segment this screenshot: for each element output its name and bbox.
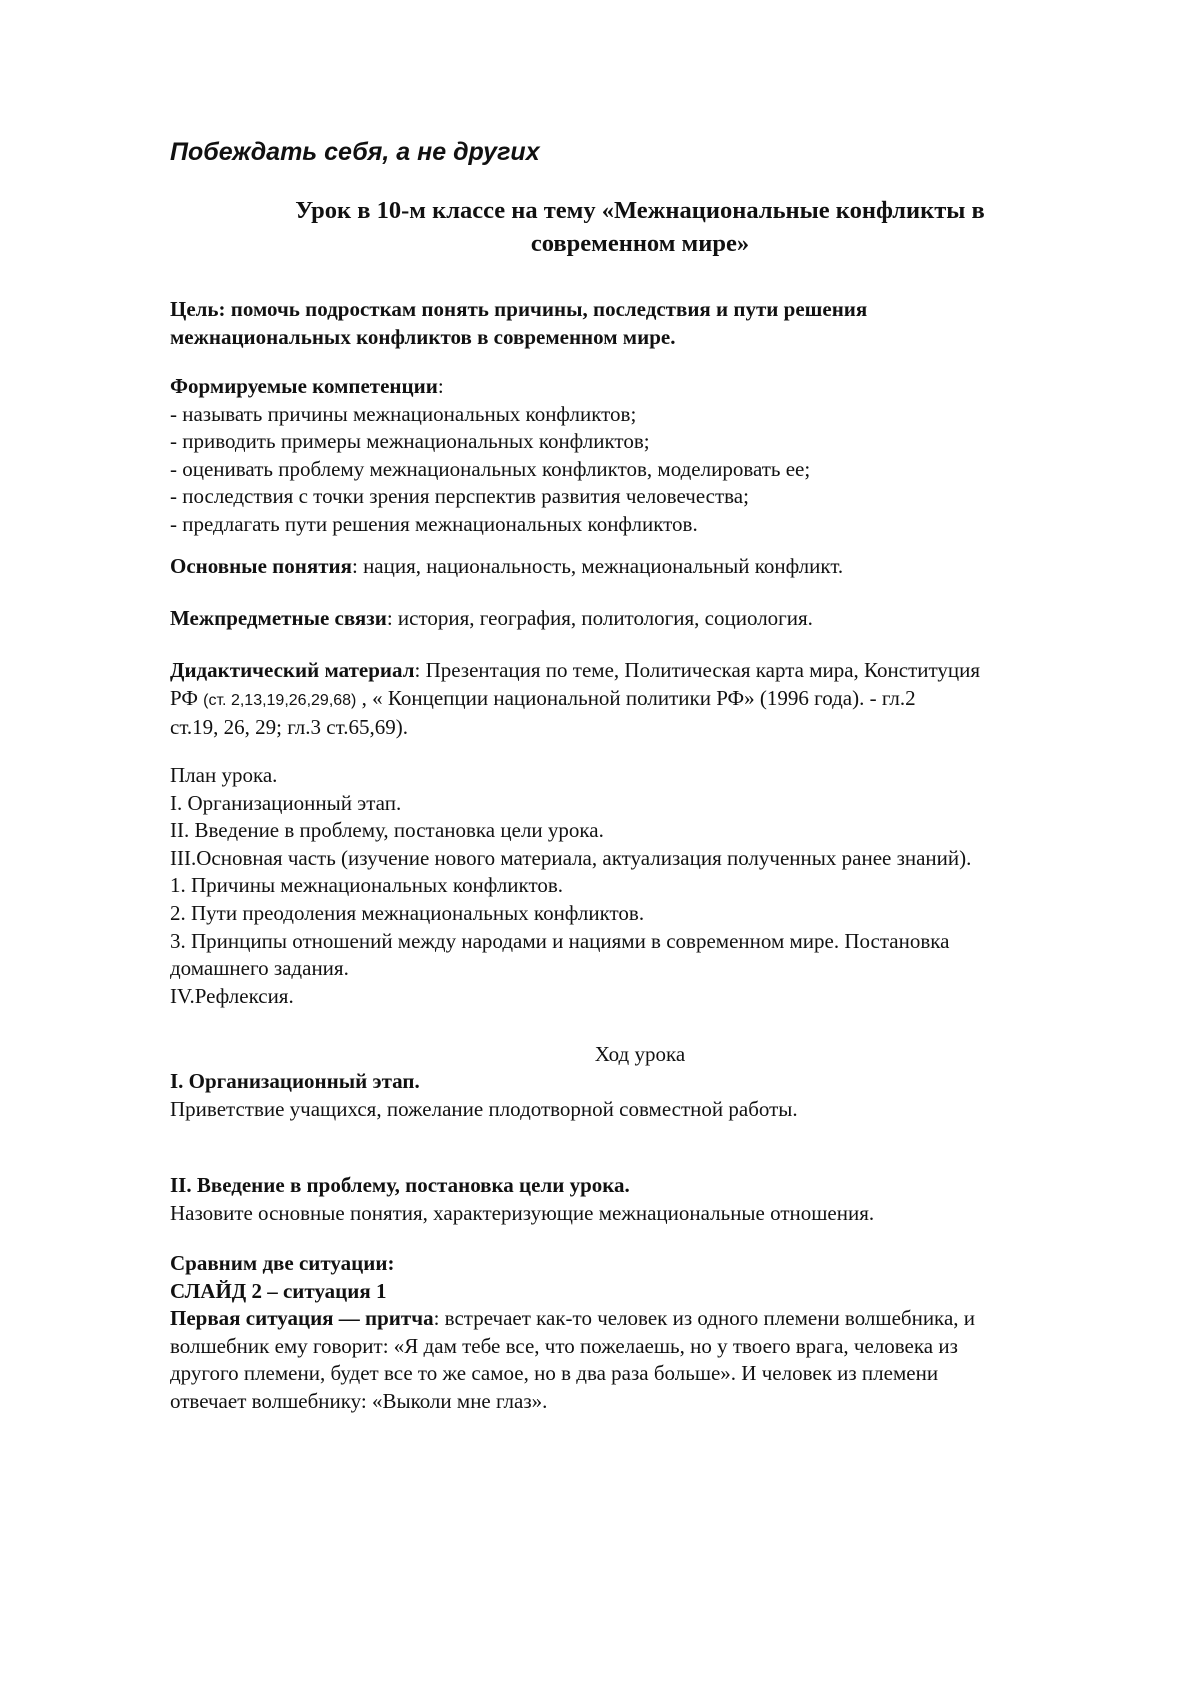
plan-item: домашнего задания. xyxy=(170,956,349,981)
basic-concepts-text: : нация, национальность, межнациональный конфликт. xyxy=(351,554,844,578)
interdisciplinary-section xyxy=(170,605,1110,633)
course-title: Ход урока xyxy=(594,1042,686,1066)
competencies-heading-colon: : xyxy=(437,374,444,398)
stage-2-text: Назовите основные понятия, характеризующие межнациональные отношения. xyxy=(170,1200,875,1225)
parable-line: отвечает волшебнику: «Выколи мне глаз». xyxy=(170,1388,548,1413)
didactic-text-1: : Презентация по теме, Политическая карта мира, Конституция xyxy=(414,658,981,682)
plan-title: План урока. xyxy=(170,763,278,787)
basic-concepts-section xyxy=(170,553,1110,581)
goal-section xyxy=(170,296,1110,351)
situations-section xyxy=(170,1250,1110,1416)
competency-item: - оценивать проблему межнациональных конфликтов, моделировать ее; xyxy=(170,456,811,481)
competencies-heading-label: Формируемые компетенции xyxy=(170,374,438,398)
didactic-line-3: ст.19, 26, 29; гл.3 ст.65,69). xyxy=(170,715,408,740)
basic-concepts-label: Основные понятия xyxy=(170,554,352,578)
stage-1-heading: I. Организационный этап. xyxy=(170,1069,420,1093)
competencies-section xyxy=(170,373,1110,539)
lesson-title-line-1: Урок в 10-м классе на тему «Межнациональные конфликты в xyxy=(295,197,985,224)
parable-line: другого племени, будет все то же самое, но в два раза больше». И человек из племени xyxy=(170,1361,939,1386)
goal-line-2: межнациональных конфликтов в современном мире. xyxy=(170,324,676,349)
plan-item: 2. Пути преодоления межнациональных конфликтов. xyxy=(170,900,645,925)
didactic-section xyxy=(170,657,1110,742)
stage-2-heading: II. Введение в проблему, постановка цели урока. xyxy=(170,1173,630,1197)
constitution-articles: (ст. 2,13,19,26,29,68) xyxy=(203,691,357,709)
first-situation-text: : встречает как-то человек из одного племени волшебника, и xyxy=(433,1306,976,1331)
didactic-line2-pre: РФ xyxy=(170,685,204,710)
lesson-title xyxy=(170,194,1110,260)
competency-item: - приводить примеры межнациональных конфликтов; xyxy=(170,429,650,454)
stage-2-section xyxy=(170,1172,1110,1227)
plan-item: I. Организационный этап. xyxy=(170,790,402,815)
didactic-line2-post: , « Концепции национальной политики РФ» (1996 года). - гл.2 xyxy=(356,685,916,710)
slide-label: СЛАЙД 2 – ситуация 1 xyxy=(170,1278,387,1303)
first-situation-label: Первая ситуация — притча xyxy=(170,1306,434,1331)
lesson-title-line-2: современном мире» xyxy=(530,230,750,257)
didactic-label: Дидактический материал xyxy=(170,658,415,682)
parable-line: волшебник ему говорит: «Я дам тебе все, что пожелаешь, но у твоего врага, человека из xyxy=(170,1333,958,1358)
competency-item: - последствия с точки зрения перспектив развития человечества; xyxy=(170,484,749,509)
goal-line-1: Цель: помочь подросткам понять причины, последствия и пути решения xyxy=(170,297,868,321)
lesson-plan xyxy=(170,762,1110,1010)
competency-item: - называть причины межнациональных конфликтов; xyxy=(170,401,637,426)
stage-1-text: Приветствие учащихся, пожелание плодотворной совместной работы. xyxy=(170,1096,798,1121)
plan-item: III.Основная часть (изучение нового материала, актуализация полученных ранее знаний). xyxy=(170,845,972,870)
header-title: Побеждать себя, а не других xyxy=(170,138,540,166)
plan-item: IV.Рефлексия. xyxy=(170,983,294,1008)
competency-item: - предлагать пути решения межнациональных конфликтов. xyxy=(170,511,698,536)
course-title-section xyxy=(170,1041,1110,1069)
situations-heading: Сравним две ситуации: xyxy=(170,1251,395,1275)
stage-1-section xyxy=(170,1068,1110,1123)
plan-item: 1. Причины межнациональных конфликтов. xyxy=(170,873,564,898)
plan-item: 3. Принципы отношений между народами и нациями в современном мире. Постановка xyxy=(170,928,950,953)
interdisciplinary-label: Межпредметные связи xyxy=(170,606,387,630)
competencies-heading xyxy=(170,373,1110,401)
interdisciplinary-text: : история, география, политология, социология. xyxy=(386,606,813,630)
plan-item: II. Введение в проблему, постановка цели урока. xyxy=(170,818,604,843)
